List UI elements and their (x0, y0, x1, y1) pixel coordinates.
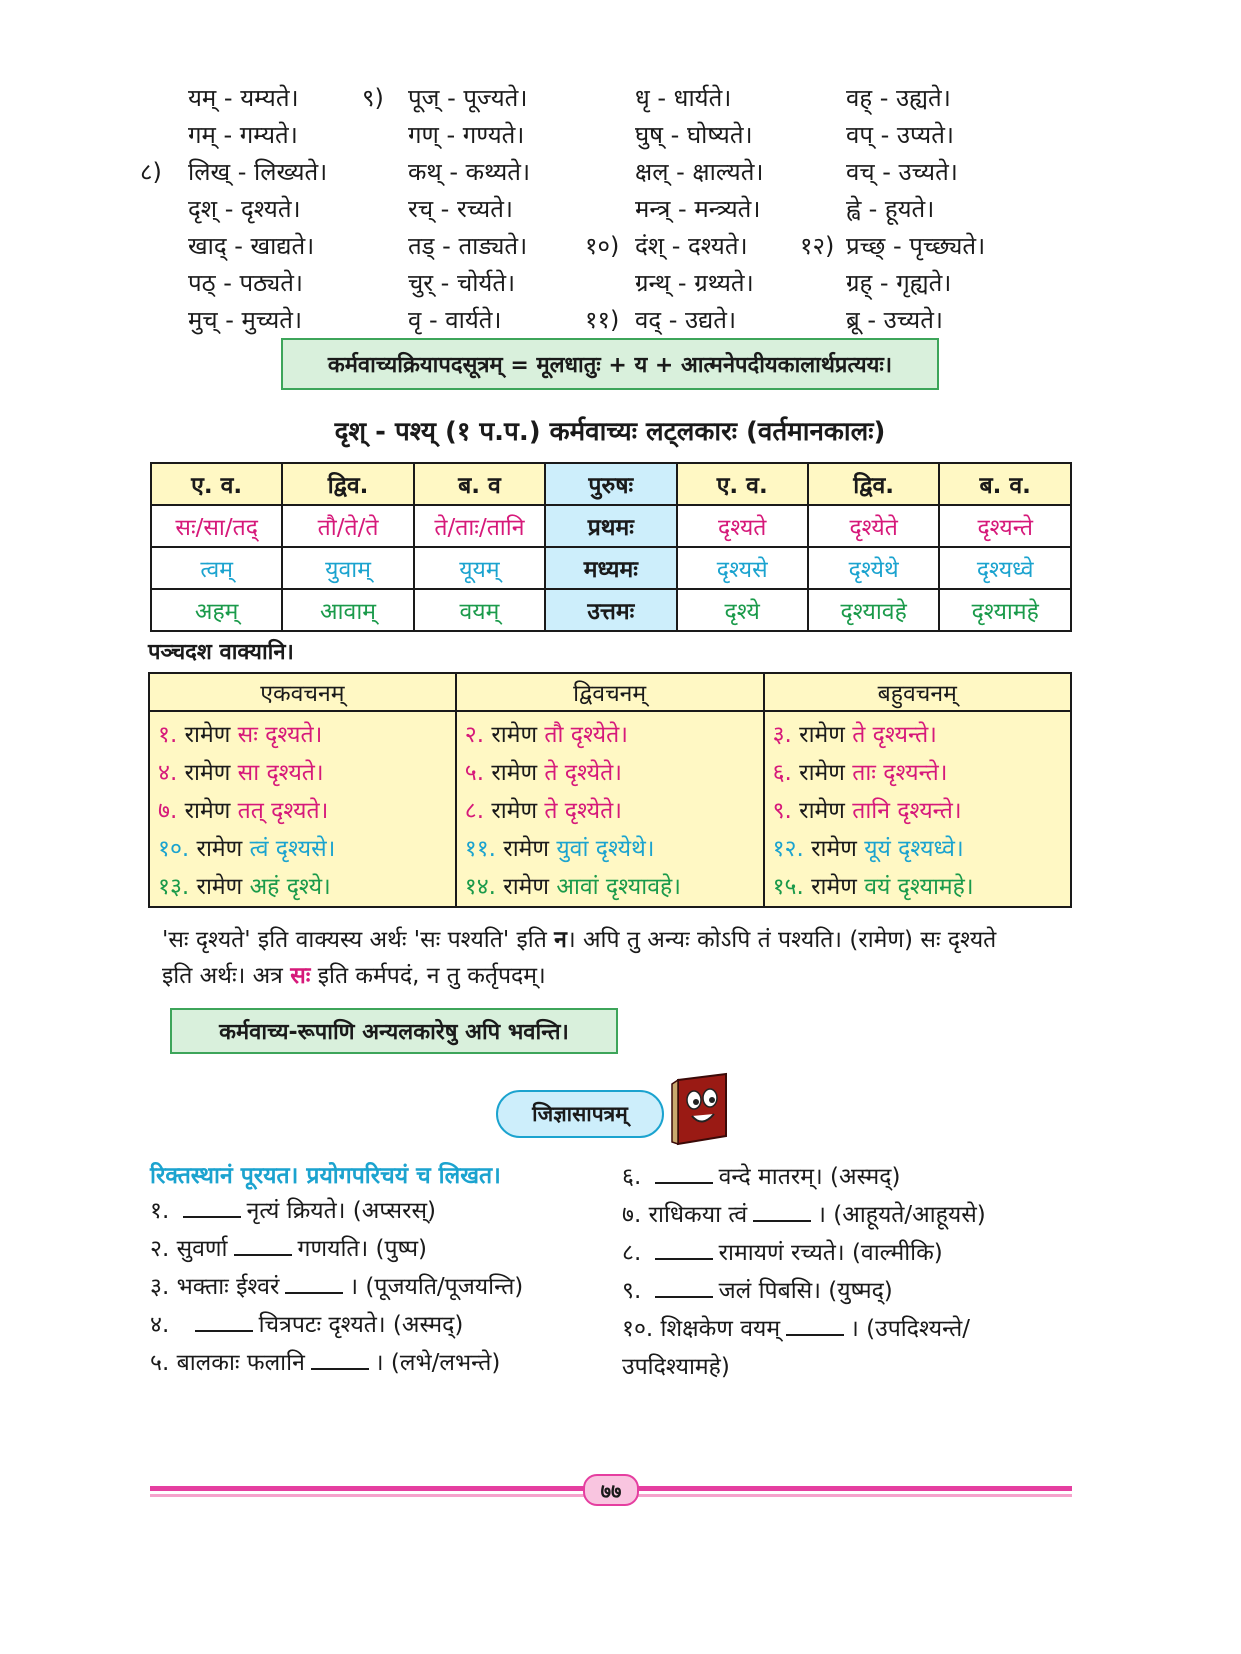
blank-field[interactable] (195, 1308, 253, 1332)
blank-field[interactable] (786, 1312, 844, 1336)
table-cell: दृश्यध्वे (939, 547, 1071, 589)
table-cell: त्वम् (151, 547, 282, 589)
table-row (151, 505, 1071, 547)
exercise-instruction: रिक्तस्थानं पूरयत। प्रयोगपरिचयं च लिखत। (150, 1163, 501, 1189)
blank-field[interactable] (311, 1346, 369, 1370)
table-cell: दृश्येथे (808, 547, 940, 589)
verb-item: चुर् - चोर्यते। (408, 269, 516, 297)
table-cell: सः/सा/तद् (151, 505, 282, 547)
list-item: ७. रामेण तत् दृश्यते। (158, 798, 329, 824)
header-cell: द्विवचनम् (456, 673, 764, 711)
list-item: ४. रामेण सा दृश्यते। (158, 760, 324, 786)
verb-list-col3 (585, 80, 764, 339)
exercise-left-column (150, 1192, 523, 1382)
sentences-column-singular (149, 711, 456, 907)
header-cell: द्विव. (808, 463, 940, 505)
list-item: ५. रामेण ते दृश्येते। (464, 760, 622, 786)
verb-item: वच् - उच्यते। (846, 158, 958, 186)
verb-item: ब्रू - उच्यते। (846, 306, 943, 334)
book-mascot-icon (668, 1072, 732, 1146)
list-item: १०. रामेण त्वं दृश्यसे। (158, 836, 336, 862)
list-item: ७. राधिकया त्वं । (आहूयते/आहूयसे) (622, 1196, 986, 1234)
page-number-text: ७७ (600, 1478, 622, 1503)
verb-item: रच् - रच्यते। (408, 195, 513, 223)
exercise-right-column (622, 1158, 986, 1386)
blank-field[interactable] (655, 1160, 713, 1184)
table-cell: दृश्यामहे (939, 589, 1071, 631)
list-item: १४. रामेण आवां दृश्यावहे। (464, 874, 681, 900)
verb-list-col4 (800, 80, 985, 339)
verb-item: कथ् - कथ्यते। (408, 158, 531, 186)
header-cell: ब. व. (939, 463, 1071, 505)
formula-text: कर्मवाच्यक्रियापदसूत्रम् = मूलधातुः + य + आत्मनेपदीयकालार्थप्रत्ययः। (327, 353, 893, 378)
header-cell: एकवचनम् (149, 673, 456, 711)
table-cell: दृश्ये (677, 589, 808, 631)
verb-item: ११) वद् - उद्यते। (585, 306, 737, 334)
jijnasa-patram-badge (496, 1090, 664, 1138)
verb-item: ग्रन्थ् - ग्रथ्यते। (635, 269, 754, 297)
list-item: ३. रामेण ते दृश्यन्ते। (772, 722, 937, 748)
sentences-table (148, 672, 1072, 908)
verb-item: ९) पूज् - पूज्यते। (362, 84, 528, 112)
table-cell: वयम् (414, 589, 545, 631)
verb-item: वह् - उह्यते। (846, 84, 951, 112)
verb-item: १२) प्रच्छ् - पृच्छ्यते। (800, 232, 986, 260)
list-item: ६. रामेण ताः दृश्यन्ते। (772, 760, 948, 786)
list-item: ९. रामेण तानि दृश्यन्ते। (772, 798, 962, 824)
blank-field[interactable] (183, 1194, 241, 1218)
explanation-line-2: इति अर्थः। अत्र सः इति कर्मपदं, न तु कर्तृपदम्। (162, 963, 546, 989)
verb-item: वृ - वार्यते। (408, 306, 502, 334)
note-box (170, 1008, 618, 1054)
blank-field[interactable] (655, 1236, 713, 1260)
verb-item: यम् - यम्यते। (188, 84, 299, 112)
verb-list-col1 (140, 80, 327, 339)
table-cell: यूयम् (414, 547, 545, 589)
list-item: ६. वन्दे मातरम्। (अस्मद्) (622, 1158, 986, 1196)
verb-item: गम् - गम्यते। (188, 121, 298, 149)
list-item: २. सुवर्णा गणयति। (पुष्प) (150, 1230, 523, 1268)
list-item: २. रामेण तौ दृश्येते। (464, 722, 628, 748)
verb-item: ह्वे - हूयते। (846, 195, 935, 223)
sentences-title: पञ्चदश वाक्यानि। (148, 640, 294, 665)
conjugation-heading: दृश् - पश्य् (१ प.प.) कर्मवाच्यः लट्लकारः (वर्तमानकालः) (334, 417, 886, 447)
verb-item: घुष् - घोष्यते। (635, 121, 753, 149)
table-cell: उत्तमः (545, 589, 676, 631)
table-cell: दृश्येते (808, 505, 940, 547)
verb-item: ग्रह् - गृह्यते। (846, 269, 952, 297)
verb-list-col2 (362, 80, 530, 339)
table-cell: मध्यमः (545, 547, 676, 589)
list-item: १. नृत्यं क्रियते। (अप्सरस्) (150, 1192, 523, 1230)
verb-item: १०) दंश् - दश्यते। (585, 232, 748, 260)
table-cell: युवाम् (282, 547, 413, 589)
verb-item: ८) लिख् - लिख्यते। (140, 158, 328, 186)
list-item: ८. रामायणं रच्यते। (वाल्मीकि) (622, 1234, 986, 1272)
verb-item: गण् - गण्यते। (408, 121, 525, 149)
list-item: १. रामेण सः दृश्यते। (158, 722, 323, 748)
verb-item: मन्त्र् - मन्त्र्यते। (635, 195, 761, 223)
formula-box (281, 338, 939, 390)
header-cell: पुरुषः (545, 463, 676, 505)
blank-field[interactable] (285, 1270, 343, 1294)
table-cell: अहम् (151, 589, 282, 631)
list-item: ५. बालकाः फलानि । (लभे/लभन्ते) (150, 1344, 523, 1382)
list-item: १०. शिक्षकेण वयम् । (उपदिश्यन्ते/ (622, 1310, 986, 1348)
table-cell: दृश्यसे (677, 547, 808, 589)
list-item: ४. चित्रपटः दृश्यते। (अस्मद्) (150, 1306, 523, 1344)
list-item: ८. रामेण ते दृश्येते। (464, 798, 622, 824)
explanation-paragraph (162, 922, 1072, 994)
table-cell: दृश्यावहे (808, 589, 940, 631)
explanation-line-1: 'सः दृश्यते' इति वाक्यस्य अर्थः 'सः पश्यति' इति न। अपि तु अन्यः कोऽपि तं पश्यति। (रामेण) सः दृश्यते (162, 927, 997, 953)
header-cell: द्विव. (282, 463, 413, 505)
table-cell: आवाम् (282, 589, 413, 631)
note-text: कर्मवाच्य-रूपाणि अन्यलकारेषु अपि भवन्ति। (219, 1020, 569, 1045)
verb-item: तड् - ताड्यते। (408, 232, 528, 260)
header-cell: ए. व. (677, 463, 808, 505)
page-number (583, 1474, 639, 1506)
blank-field[interactable] (234, 1232, 292, 1256)
verb-item: मुच् - मुच्यते। (188, 306, 303, 334)
list-item-continuation: उपदिश्यामहे) (622, 1354, 730, 1380)
list-item: १५. रामेण वयं दृश्यामहे। (772, 874, 974, 900)
list-item: १२. रामेण यूयं दृश्यध्वे। (772, 836, 964, 862)
sentences-column-dual (456, 711, 764, 907)
header-cell: बहुवचनम् (764, 673, 1071, 711)
list-item: १३. रामेण अहं दृश्ये। (158, 874, 331, 900)
blank-field[interactable] (655, 1274, 713, 1298)
header-cell: ए. व. (151, 463, 282, 505)
sentences-body-row (149, 711, 1071, 907)
list-item: ११. रामेण युवां दृश्येथे। (464, 836, 655, 862)
verb-item: धृ - धार्यते। (635, 84, 732, 112)
sentences-header-row (149, 673, 1071, 711)
verb-item: क्षल् - क्षाल्यते। (635, 158, 764, 186)
sentences-column-plural (764, 711, 1071, 907)
table-row (151, 589, 1071, 631)
blank-field[interactable] (753, 1198, 811, 1222)
verb-item: वप् - उप्यते। (846, 121, 954, 149)
header-cell: ब. व (414, 463, 545, 505)
verb-item: खाद् - खाद्यते। (188, 232, 315, 260)
badge-label: जिज्ञासापत्रम् (532, 1102, 628, 1126)
table-cell: ते/ताः/तानि (414, 505, 545, 547)
list-item: ९. जलं पिबसि। (युष्मद्) (622, 1272, 986, 1310)
verb-item: पठ् - पठ्यते। (188, 269, 303, 297)
table-row (151, 547, 1071, 589)
table-cell: तौ/ते/ते (282, 505, 413, 547)
list-item: ३. भक्ताः ईश्वरं । (पूजयति/पूजयन्ति) (150, 1268, 523, 1306)
table-cell: दृश्यन्ते (939, 505, 1071, 547)
conjugation-table (150, 462, 1072, 632)
table-cell: प्रथमः (545, 505, 676, 547)
table-cell: दृश्यते (677, 505, 808, 547)
verb-item: दृश् - दृश्यते। (188, 195, 301, 223)
conjugation-header-row (151, 463, 1071, 505)
